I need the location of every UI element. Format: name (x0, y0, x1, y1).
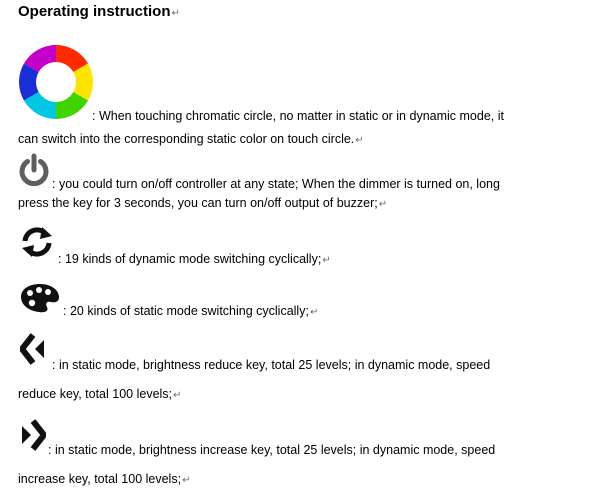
return-mark: ↵ (171, 8, 180, 19)
instruction-palette (18, 283, 584, 323)
instruction-text-line: : in static mode, brightness reduce key, total 25 levels; in dynamic mode, speed (52, 358, 491, 372)
page-title: Operating instruction↵ (18, 3, 180, 20)
cycle-arrows-icon (20, 226, 54, 258)
power-icon (18, 153, 50, 187)
instruction-brightness-down (18, 333, 584, 408)
instruction-text-line: can switch into the corresponding static color on touch circle.↵ (18, 132, 364, 146)
instruction-text-line: : 20 kinds of static mode switching cyclically;↵ (63, 304, 319, 318)
instruction-cycle (18, 226, 584, 271)
instruction-text-line: : 19 kinds of dynamic mode switching cyclically;↵ (58, 252, 331, 266)
instruction-color-wheel (18, 44, 584, 154)
instruction-power (18, 153, 584, 213)
instruction-text-line: : you could turn on/off controller at any state; When the dimmer is turned on, long (52, 177, 500, 191)
color-wheel-icon (18, 44, 94, 120)
instruction-brightness-up (18, 419, 584, 494)
instruction-text-line: press the key for 3 seconds, you can turn on/off output of buzzer;↵ (18, 196, 388, 210)
brightness-up-icon (20, 419, 46, 451)
instruction-text-line: increase key, total 100 levels;↵ (18, 472, 191, 486)
instruction-text-line: : When touching chromatic circle, no matter in static or in dynamic mode, it (92, 109, 504, 123)
palette-icon (20, 283, 60, 313)
instruction-text-line: : in static mode, brightness increase key, total 25 levels; in dynamic mode, speed (48, 443, 496, 457)
instruction-text-line: reduce key, total 100 levels;↵ (18, 387, 182, 401)
brightness-down-icon (20, 333, 46, 365)
